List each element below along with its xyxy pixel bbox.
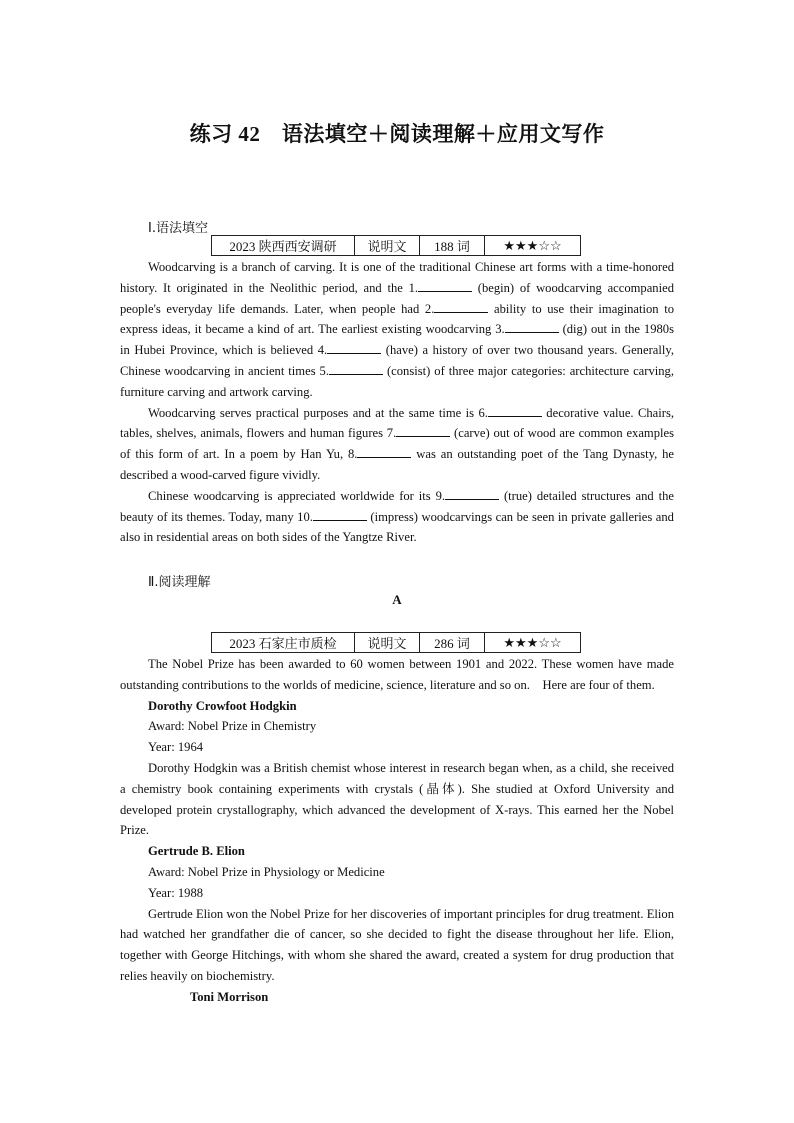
person-bio: Dorothy Hodgkin was a British chemist whose interest in research began when, as a child, she received a chemistry book containing experiments with crystals (晶体). She studied at Oxford University and developed protein crystallography, which advanced the development of X-rays. This earned her the Nobel Prize. <box>120 760 674 838</box>
text-run: Woodcarving is a branch of carving. It is one of the traditional Chinese art forms with a time-honored history. It originated in the Neolithic period, and the 1. <box>120 260 674 295</box>
info-difficulty: ★★★☆☆ <box>485 236 581 256</box>
text-run: ability to use their imagination to express ideas, it became a kind of art. The earliest existing woodcarving 3. <box>120 301 674 337</box>
section-2-passage <box>120 654 687 1008</box>
text-run: (dig) out in the 1980s in Hubei Province, which is believed 4. <box>120 322 674 358</box>
blank-9[interactable] <box>445 487 499 500</box>
info-wordcount: 188 词 <box>420 236 485 256</box>
blank-10[interactable] <box>313 508 367 521</box>
text-run: Chinese woodcarving is appreciated worldwide for its 9. <box>148 488 446 503</box>
info-source: 2023 石家庄市质检 <box>212 633 355 653</box>
text-run: (begin) of woodcarving accompanied people's everyday life demands. Later, when people had 2. <box>120 280 674 316</box>
section-2-info-table <box>211 632 581 653</box>
section-1-info-table <box>211 235 581 256</box>
blank-8[interactable] <box>357 445 411 458</box>
passage-intro: The Nobel Prize has been awarded to 60 women between 1901 and 2022. These women have made outstanding contributions to the worlds of medicine, science, literature and so on. Here are four of them. <box>120 657 674 692</box>
section-1-passage <box>120 257 674 548</box>
passage-paragraph <box>120 257 674 403</box>
person-name: Dorothy Crowfoot Hodgkin <box>148 698 297 713</box>
text-run: (have) a history of over two thousand years. Generally, Chinese woodcarving in ancient times 5. <box>120 343 674 378</box>
person-year: Year: 1988 <box>148 885 204 900</box>
page-title: 练习 42 语法填空＋阅读理解＋应用文写作 <box>189 122 605 146</box>
person-name: Gertrude B. Elion <box>148 844 245 859</box>
person-award: Award: Nobel Prize in Chemistry <box>148 719 317 734</box>
info-wordcount: 286 词 <box>420 633 485 653</box>
blank-7[interactable] <box>396 424 450 437</box>
info-difficulty: ★★★☆☆ <box>485 633 581 653</box>
blank-1[interactable] <box>418 279 472 292</box>
blank-2[interactable] <box>434 300 488 313</box>
section-2-label: Ⅱ.阅读理解 <box>148 575 211 590</box>
text-run: decorative value. Chairs, tables, shelves, animals, flowers and human figures 7. <box>120 405 674 441</box>
text-run: (true) detailed structures and the beauty of its themes. Today, many 10. <box>120 488 674 524</box>
info-genre: 说明文 <box>355 236 420 256</box>
section-1-label: Ⅰ.语法填空 <box>148 221 208 236</box>
blank-5[interactable] <box>329 362 383 375</box>
passage-paragraph <box>120 486 674 548</box>
text-run: was an outstanding poet of the Tang Dynasty, he described a wood-carved figure vividly. <box>120 447 674 482</box>
text-run: Woodcarving serves practical purposes and at the same time is 6. <box>148 405 488 420</box>
info-source: 2023 陕西西安调研 <box>212 236 355 256</box>
person-year: Year: 1964 <box>148 740 204 755</box>
passage-paragraph <box>120 403 674 486</box>
text-run: (impress) woodcarvings can be seen in private galleries and also in residential areas on both sides of the Yangtze River. <box>120 509 674 545</box>
blank-3[interactable] <box>505 320 559 333</box>
text-run: (consist) of three major categories: architecture carving, furniture carving and artwork carving. <box>120 363 674 399</box>
blank-4[interactable] <box>327 341 381 354</box>
person-bio: Gertrude Elion won the Nobel Prize for her discoveries of important principles for drug treatment. Elion had watched her grandfather die of cancer, so she decided to fight the disease throughout her life. Elion, together with George Hitchings, with whom she shared the award, created a system for drug production that relies heavily on biochemistry. <box>120 906 687 983</box>
person-award: Award: Nobel Prize in Physiology or Medicine <box>148 864 385 879</box>
part-a-heading: A <box>392 592 402 607</box>
blank-6[interactable] <box>488 404 542 417</box>
info-genre: 说明文 <box>355 633 420 653</box>
person-name: Toni Morrison <box>190 989 269 1004</box>
text-run: (carve) out of wood are common examples of this form of art. In a poem by Han Yu, 8. <box>120 426 675 462</box>
